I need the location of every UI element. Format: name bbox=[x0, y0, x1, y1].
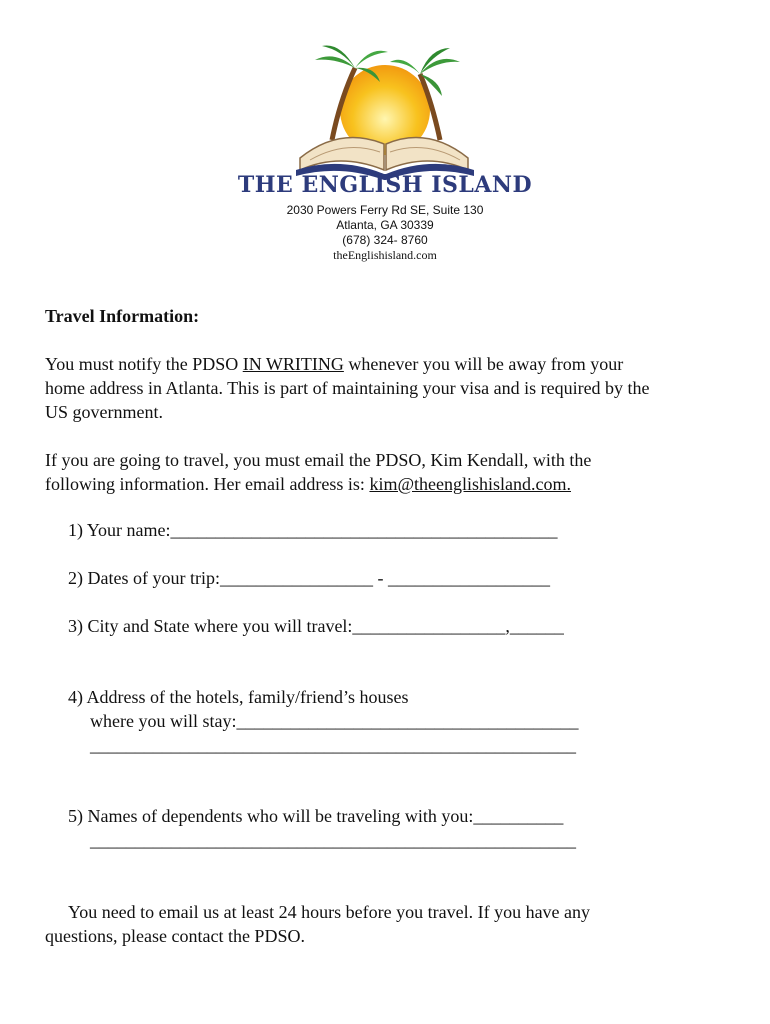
p1-emphasis: IN WRITING bbox=[242, 354, 344, 374]
p2-text: following information. Her email address is: bbox=[45, 474, 370, 494]
form-item-address-line-1[interactable]: where you will stay:______________________________________ bbox=[90, 711, 579, 731]
form-item-address-line-2[interactable]: ______________________________________________________ bbox=[90, 735, 576, 755]
website: theEnglishisland.com bbox=[333, 248, 437, 262]
address-line-1: 2030 Powers Ferry Rd SE, Suite 130 bbox=[286, 203, 484, 217]
paragraph-2-line-2 bbox=[45, 472, 571, 496]
closing-line-1: You need to email us at least 24 hours before you travel. If you have any bbox=[68, 902, 591, 922]
paragraph-1-line-1 bbox=[45, 352, 623, 376]
paragraph-2-line-1: If you are going to travel, you must email the PDSO, Kim Kendall, with the bbox=[45, 450, 592, 470]
form-item-dates[interactable]: 2) Dates of your trip:_________________ - __________________ bbox=[68, 568, 550, 588]
email-link[interactable]: kim@theenglishisland.com. bbox=[369, 474, 571, 494]
form-item-address-label: 4) Address of the hotels, family/friend’s houses bbox=[68, 687, 409, 707]
p1-text-a: You must notify the PDSO bbox=[45, 354, 243, 374]
form-item-name[interactable]: 1) Your name:___________________________________________ bbox=[68, 520, 558, 540]
brand-name: THE ENGLISH ISLAND bbox=[237, 172, 533, 198]
paragraph-1-line-3: US government. bbox=[45, 402, 163, 422]
form-item-dependents[interactable]: 5) Names of dependents who will be traveling with you:__________ bbox=[68, 806, 564, 826]
section-heading: Travel Information: bbox=[45, 306, 200, 326]
open-book-sun-palm-logo-icon bbox=[280, 40, 490, 180]
paragraph-1-line-2: home address in Atlanta. This is part of maintaining your visa and is required by the bbox=[45, 378, 650, 398]
form-item-dependents-line-2[interactable]: ______________________________________________________ bbox=[90, 830, 576, 850]
p1-text-b: whenever you will be away from your bbox=[343, 354, 624, 374]
phone-number: (678) 324- 8760 bbox=[342, 233, 428, 247]
closing-line-2: questions, please contact the PDSO. bbox=[45, 926, 305, 946]
form-item-city-state[interactable]: 3) City and State where you will travel:_________________,______ bbox=[68, 616, 564, 636]
address-line-2: Atlanta, GA 30339 bbox=[336, 218, 434, 232]
